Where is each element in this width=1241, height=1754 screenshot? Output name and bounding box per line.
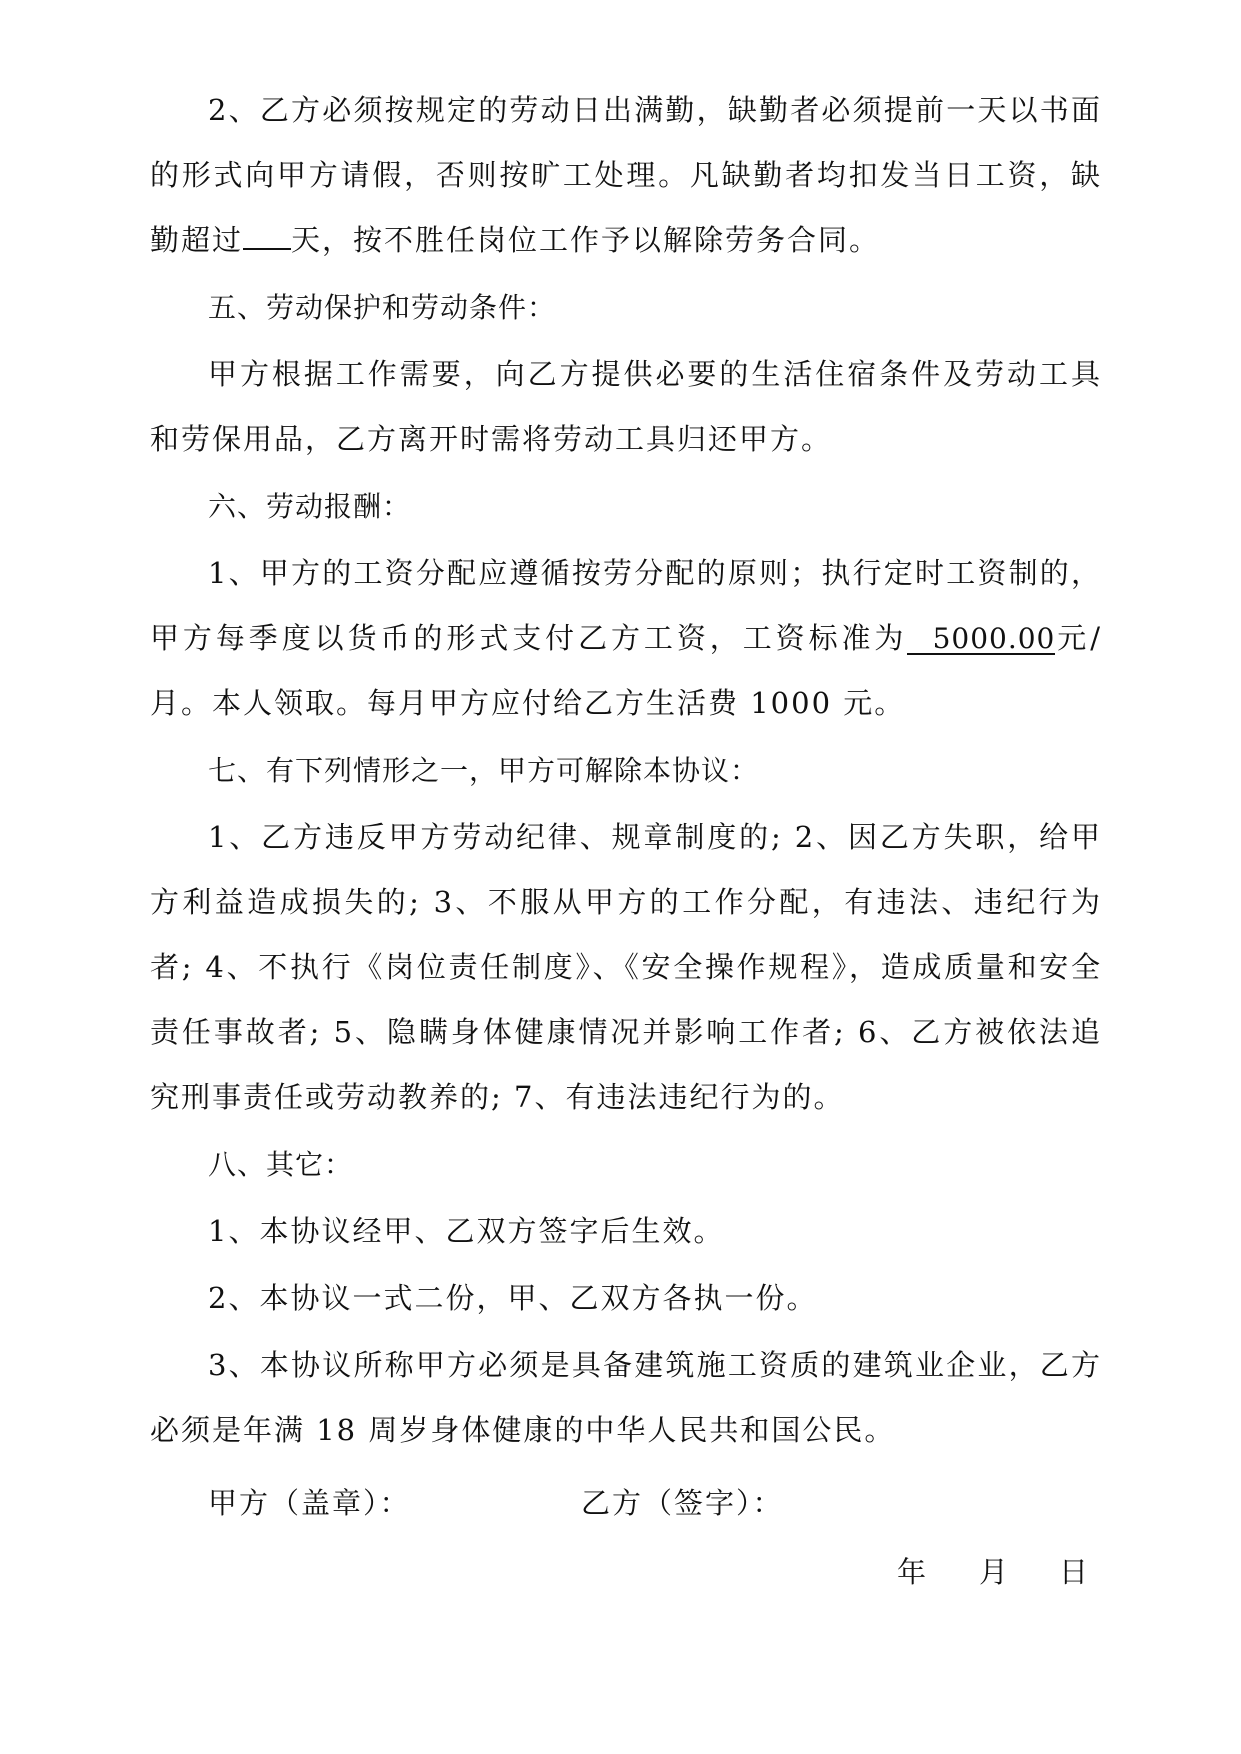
- section-8-item-2: 2、本协议一式二份，甲、乙双方各执一份。: [208, 1281, 818, 1315]
- section-6-paragraph-1: [150, 541, 1102, 736]
- section-5-heading: 五、劳动保护和劳动条件：: [208, 291, 557, 324]
- wage-amount-field: 5000.00: [907, 625, 1055, 655]
- section-8-heading: 八、其它：: [208, 1148, 354, 1181]
- clause-4-2-text-after: 天，按不胜任岗位工作予以解除劳务合同。: [291, 223, 881, 257]
- wage-text-before: 1、甲方的工资分配应遵循按劳分配的原则；执行定时工资制的，甲方每季度以货币的形式支付乙方工资，工资标准为: [150, 556, 1102, 655]
- party-a-seal-label: 甲方（盖章）：: [208, 1486, 411, 1520]
- wage-text-after: 元/月。本人领取。每月甲方应付给乙方生活费 1000 元。: [150, 621, 1102, 720]
- section-8-item-1: 1、本协议经甲、乙双方签字后生效。: [208, 1214, 725, 1248]
- section-6-heading: 六、劳动报酬：: [208, 490, 412, 523]
- section-7-body: 1、乙方违反甲方劳动纪律、规章制度的; 2、因乙方失职，给甲方利益造成损失的; 3、不服从甲方的工作分配，有违法、违纪行为者; 4、不执行《岗位责任制度》、《安全操作规程》，造成质量和安全责任事故者; 5、隐瞒身体健康情况并影响工作者; 6、乙方被依法追究刑事责任或劳动教养的; 7、有违法违纪行为的。: [150, 820, 1102, 1114]
- date-day-label: 日: [1059, 1555, 1089, 1589]
- party-b-signature-label: 乙方（签字）：: [581, 1486, 784, 1520]
- date-year-label: 年: [897, 1555, 927, 1589]
- section-8-item-3: 3、本协议所称甲方必须是具备建筑施工资质的建筑业企业，乙方必须是年满 18 周岁身体健康的中华人民共和国公民。: [150, 1348, 1102, 1447]
- document-page: [150, 78, 1102, 1678]
- absence-days-blank: [243, 248, 291, 250]
- section-5-body: 甲方根据工作需要，向乙方提供必要的生活住宿条件及劳动工具和劳保用品，乙方离开时需将劳动工具归还甲方。: [150, 357, 1102, 456]
- clause-4-2-text-before: 2、乙方必须按规定的劳动日出满勤，缺勤者必须提前一天以书面的形式向甲方请假，否则按旷工处理。凡缺勤者均扣发当日工资，缺勤超过: [150, 93, 1102, 257]
- section-7-heading: 七、有下列情形之一，甲方可解除本协议：: [208, 754, 760, 787]
- clause-4-2-paragraph: [150, 78, 1102, 273]
- date-month-label: 月: [979, 1555, 1009, 1589]
